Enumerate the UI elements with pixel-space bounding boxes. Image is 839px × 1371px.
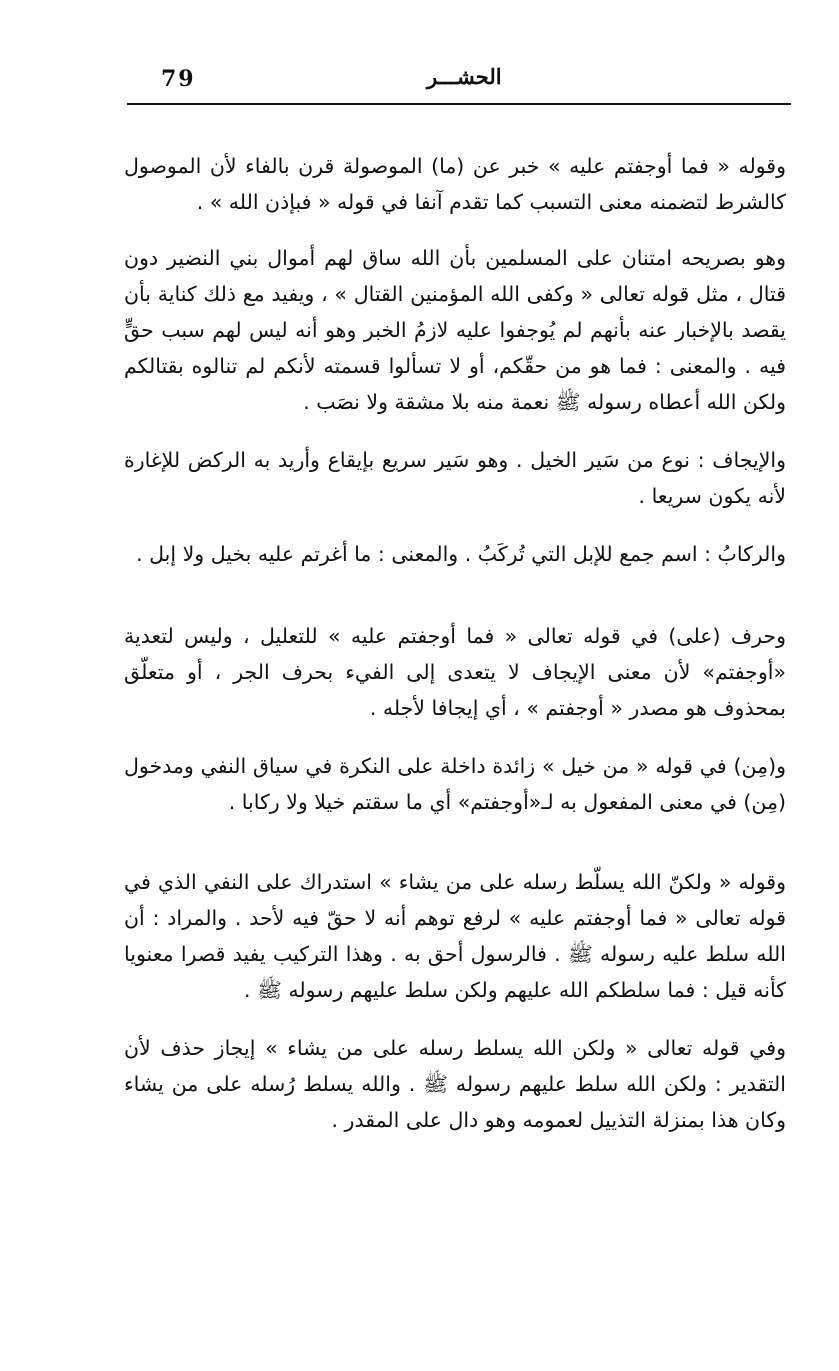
paragraph: وهو بصريحه امتنان على المسلمين بأن الله ساق لهم أموال بني النضير دون قتال ، مثل قوله تعالى « وكفى الله المؤمنين القتال » ، ويفيد مع ذلك كناية بأن يقصد بالإخبار عنه بأنهم لم يُوجفوا عليه لازمُ الخبر وهو أنه ليس لهم سبب حقٍّ فيه . والمعنى : فما هو من حقّكم، أو لا تسألوا قسمته لأنكم لم تنالوه بقتالكم ولكن الله أعطاه رسوله ﷺ نعمة منه بلا مشقة ولا نصَب . <box>124 246 786 414</box>
paragraph: و(مِن) في قوله « من خيل » زائدة داخلة على النكرة في سياق النفي ومدخول (مِن) في معنى المفعول به لـ«أوجفتم» أي ما سقتم خيلا ولا ركابا . <box>124 754 786 814</box>
paragraph-spacer <box>124 726 786 748</box>
paragraph: وقوله « فما أوجفتم عليه » خبر عن (ما) الموصولة قرن بالفاء لأن الموصول كالشرط لتضمنه معنى التسبب كما تقدم آنفا في قوله « فبإذن الله » . <box>124 154 786 214</box>
paragraph: وقوله « ولكنّ الله يسلّط رسله على من يشاء » استدراك على النفي الذي في قوله تعالى « فما أوجفتم عليه » لرفع توهم أنه لا حقّ فيه لأحد . والمراد : أن الله سلط عليه رسوله ﷺ . فالرسول أحق به . وهذا التركيب يفيد قصرا معنويا كأنه قيل : فما سلطكم الله عليهم ولكن سلط عليهم رسوله ﷺ . <box>124 870 786 1002</box>
page-header <box>127 62 791 102</box>
paragraph: والركابُ : اسم جمع للإبل التي تُركَبُ . والمعنى : ما أغرتم عليه بخيل ولا إبل . <box>136 542 786 566</box>
paragraph-spacer <box>124 420 786 442</box>
paragraph-spacer <box>124 220 786 240</box>
body-text <box>124 148 786 1138</box>
paragraph-spacer <box>124 820 786 864</box>
paragraph: وفي قوله تعالى « ولكن الله يسلط رسله على من يشاء » إيجاز حذف لأن التقدير : ولكن الله سلط عليهم رسوله ﷺ . والله يسلط رُسله على من يشاء وكان هذا بمنزلة التذييل لعمومه وهو دال على المقدر . <box>124 1036 786 1132</box>
page-number: 79 <box>161 66 196 92</box>
running-title: الحشـــر <box>427 64 502 89</box>
paragraph-spacer <box>124 572 786 618</box>
paragraph-spacer <box>124 1008 786 1030</box>
header-divider <box>127 103 791 105</box>
paragraph-spacer <box>124 514 786 536</box>
paragraph: وحرف (على) في قوله تعالى « فما أوجفتم عليه » للتعليل ، وليس لتعدية «أوجفتم» لأن معنى الإيجاف لا يتعدى إلى الفيء بحرف الجر ، أو متعلّق بمحذوف هو مصدر « أوجفتم » ، أي إيجافا لأجله . <box>124 624 786 720</box>
paragraph: والإيجاف : نوع من سَير الخيل . وهو سَير سريع بإيقاع وأريد به الركض للإغارة لأنه يكون سريعا . <box>124 448 786 508</box>
